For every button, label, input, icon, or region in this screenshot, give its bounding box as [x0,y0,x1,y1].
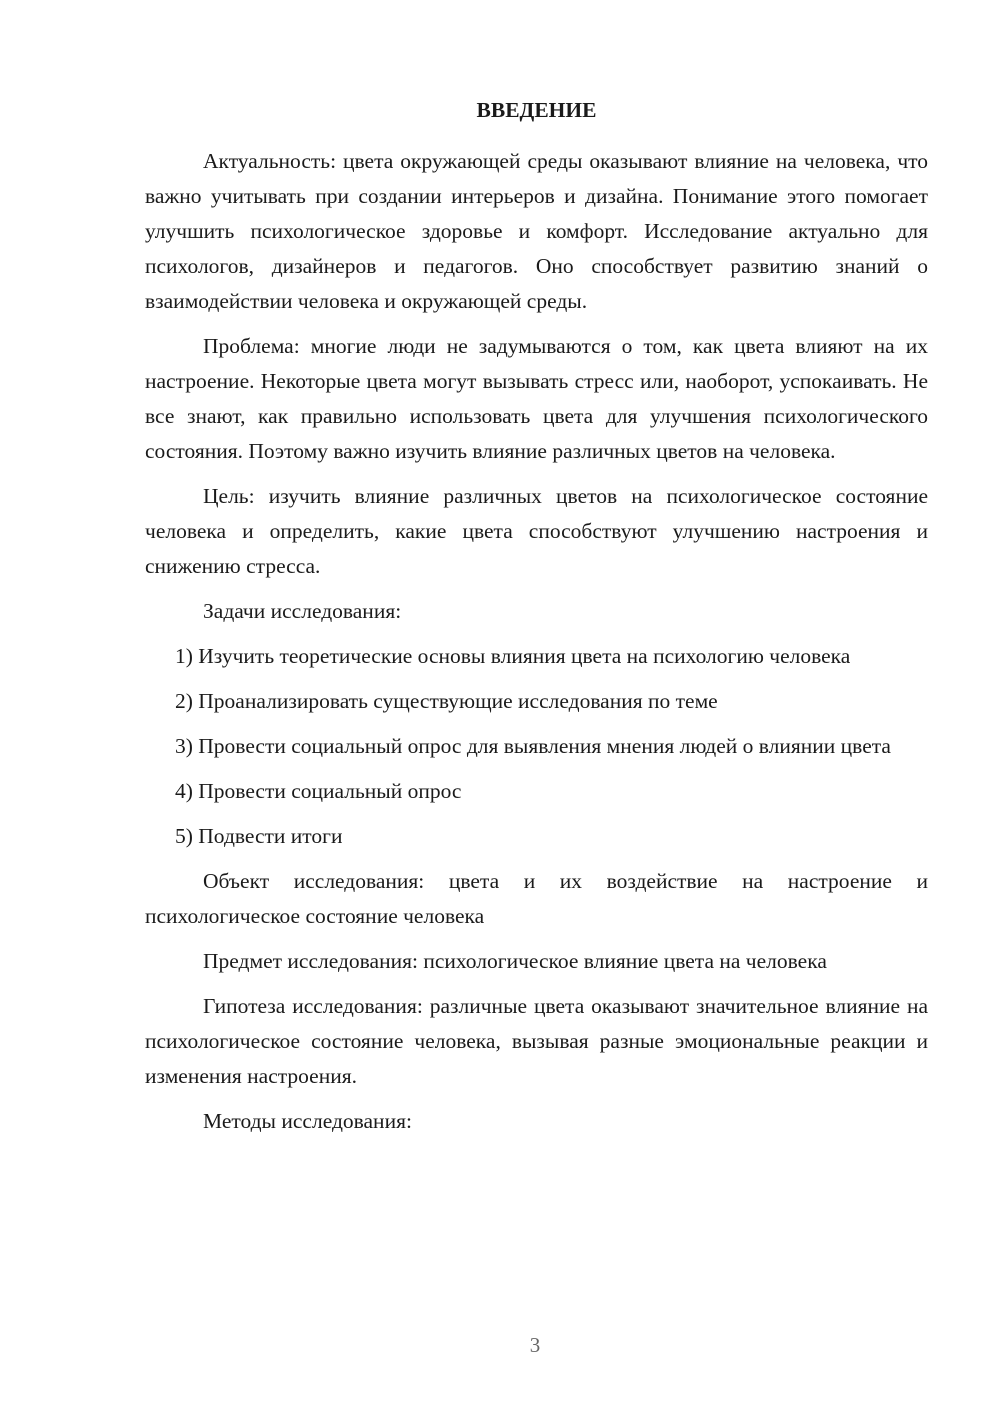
paragraph-subject: Предмет исследования: психологическое влияние цвета на человека [203,949,827,973]
paragraph-relevance: Актуальность: цвета окружающей среды оказывают влияние на человека, что важно учитывать при создании интерьеров и дизайна. Понимание этого помогает улучшить психологическое здоровье и комфорт. Исследование актуально для психологов, дизайнеров и педагогов. Оно способствует развитию знаний о взаимодействии человека и окружающей среды. [145,149,928,313]
paragraph-goal: Цель: изучить влияние различных цветов на психологическое состояние человека и определить, какие цвета способствуют улучшению настроения и снижению стресса. [145,484,928,578]
paragraph-tasks-heading: Задачи исследования: [203,599,402,623]
task-item-3: 3) Провести социальный опрос для выявления мнения людей о влиянии цвета [175,734,891,758]
page-body [145,96,928,1149]
task-item-1: 1) Изучить теоретические основы влияния цвета на психологию человека [175,644,851,668]
task-item-2: 2) Проанализировать существующие исследования по теме [175,689,718,713]
paragraph-problem: Проблема: многие люди не задумываются о том, как цвета влияют на их настроение. Некоторые цвета могут вызывать стресс или, наоборот, успокаивать. Не все знают, как правильно использовать цвета для улучшения психологического состояния. Поэтому важно изучить влияние различных цветов на человека. [145,334,928,463]
paragraph-hypothesis: Гипотеза исследования: различные цвета оказывают значительное влияние на психологическое состояние человека, вызывая разные эмоциональные реакции и изменения настроения. [145,994,928,1088]
section-title: ВВЕДЕНИЕ [476,98,597,122]
paragraph-object: Объект исследования: цвета и их воздействие на настроение и психологическое состояние человека [145,869,928,928]
paragraph-methods-heading: Методы исследования: [203,1109,412,1133]
task-item-5: 5) Подвести итоги [175,824,343,848]
task-item-4: 4) Провести социальный опрос [175,779,462,803]
page-number: 3 [529,1333,541,1357]
